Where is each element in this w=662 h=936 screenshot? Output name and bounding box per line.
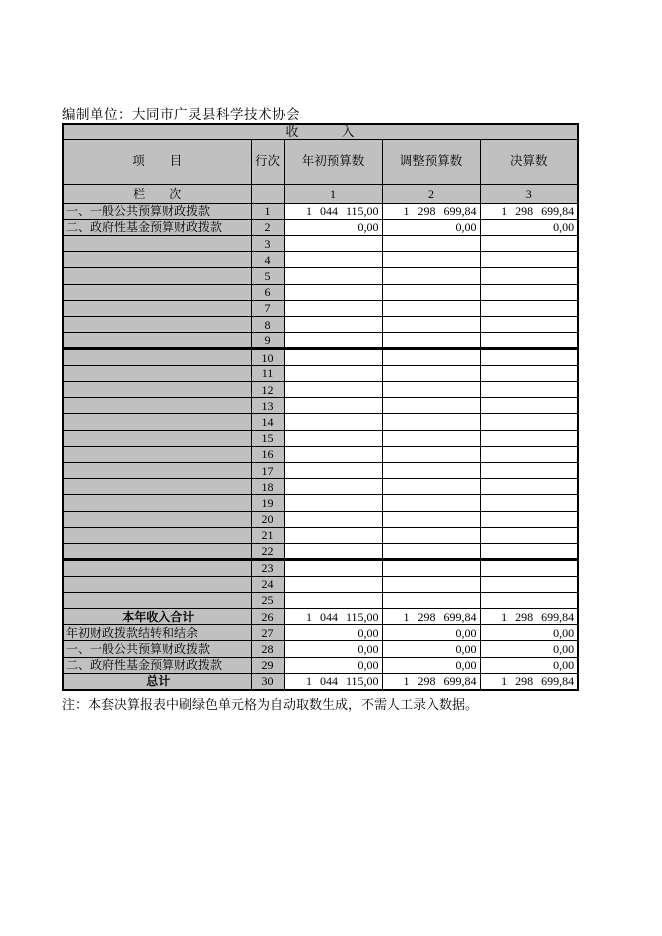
col-header-final-accounts: 决算数: [480, 139, 578, 184]
adjusted-budget-cell: 0,00: [382, 657, 480, 673]
initial-budget-cell: [284, 527, 382, 543]
item-cell: [63, 235, 251, 251]
table-body: [63, 203, 578, 690]
line-number-cell: 10: [251, 349, 284, 365]
table-row: [63, 576, 578, 592]
final-accounts-cell: [480, 592, 578, 608]
final-accounts-cell: [480, 365, 578, 381]
line-number-cell: 16: [251, 446, 284, 462]
adjusted-budget-cell: [382, 300, 480, 316]
initial-budget-cell: [284, 333, 382, 349]
final-accounts-cell: [480, 317, 578, 333]
item-cell: [63, 333, 251, 349]
initial-budget-cell: [284, 560, 382, 576]
table-row: [63, 300, 578, 316]
adjusted-budget-cell: [382, 527, 480, 543]
table-row: [63, 641, 578, 657]
adjusted-budget-cell: [382, 576, 480, 592]
adjusted-budget-cell: 1 298 699,84: [382, 673, 480, 689]
item-cell: 总计: [63, 673, 251, 689]
adjusted-budget-cell: 0,00: [382, 625, 480, 641]
table-row: [63, 527, 578, 543]
table-row: [63, 398, 578, 414]
table-row: [63, 284, 578, 300]
item-cell: [63, 511, 251, 527]
table-row: [63, 430, 578, 446]
adjusted-budget-cell: [382, 398, 480, 414]
initial-budget-cell: [284, 592, 382, 608]
initial-budget-cell: [284, 479, 382, 495]
footnote: 注：本套决算报表中刷绿色单元格为自动取数生成，不需人工录入数据。: [62, 697, 479, 712]
table-row: [63, 317, 578, 333]
initial-budget-cell: [284, 446, 382, 462]
item-cell: [63, 495, 251, 511]
column-index-label: 栏 次: [63, 184, 251, 203]
item-cell: [63, 398, 251, 414]
initial-budget-cell: [284, 576, 382, 592]
line-number-cell: 20: [251, 511, 284, 527]
final-accounts-cell: 1 298 699,84: [480, 608, 578, 624]
adjusted-budget-cell: 1 298 699,84: [382, 203, 480, 219]
item-cell: 本年收入合计: [63, 608, 251, 624]
final-accounts-cell: [480, 333, 578, 349]
table-row: [63, 544, 578, 560]
initial-budget-cell: [284, 463, 382, 479]
initial-budget-cell: [284, 381, 382, 397]
table-row: [63, 219, 578, 235]
final-accounts-cell: [480, 235, 578, 251]
line-number-cell: 22: [251, 544, 284, 560]
initial-budget-cell: [284, 398, 382, 414]
table-row: [63, 446, 578, 462]
item-cell: [63, 544, 251, 560]
final-accounts-cell: [480, 414, 578, 430]
item-cell: [63, 268, 251, 284]
final-accounts-cell: 0,00: [480, 641, 578, 657]
table-row: [63, 463, 578, 479]
item-cell: [63, 479, 251, 495]
final-accounts-cell: [480, 544, 578, 560]
item-cell: [63, 576, 251, 592]
adjusted-budget-cell: [382, 365, 480, 381]
final-accounts-cell: [480, 430, 578, 446]
line-number-cell: 4: [251, 252, 284, 268]
line-number-cell: 26: [251, 608, 284, 624]
initial-budget-cell: 1 044 115,00: [284, 608, 382, 624]
item-cell: [63, 527, 251, 543]
line-number-cell: 12: [251, 381, 284, 397]
initial-budget-cell: [284, 430, 382, 446]
initial-budget-cell: [284, 268, 382, 284]
initial-budget-cell: 1 044 115,00: [284, 673, 382, 689]
item-cell: [63, 252, 251, 268]
line-number-cell: 30: [251, 673, 284, 689]
item-cell: [63, 365, 251, 381]
compiling-unit-label: 编制单位：大同市广灵县科学技术协会: [62, 107, 300, 122]
col-header-adjusted-budget: 调整预算数: [382, 139, 480, 184]
initial-budget-cell: [284, 495, 382, 511]
item-cell: [63, 300, 251, 316]
adjusted-budget-cell: [382, 511, 480, 527]
adjusted-budget-cell: [382, 349, 480, 365]
final-accounts-cell: [480, 284, 578, 300]
adjusted-budget-cell: [382, 446, 480, 462]
table-row: [63, 414, 578, 430]
column-index-blank: [251, 184, 284, 203]
line-number-cell: 29: [251, 657, 284, 673]
column-index-2: 2: [382, 184, 480, 203]
item-cell: 二、政府性基金预算财政拨款: [63, 219, 251, 235]
table-row: [63, 495, 578, 511]
table-row: [63, 268, 578, 284]
initial-budget-cell: 0,00: [284, 641, 382, 657]
line-number-cell: 6: [251, 284, 284, 300]
initial-budget-cell: [284, 235, 382, 251]
item-cell: [63, 317, 251, 333]
table-row: [63, 673, 578, 689]
table-row: [63, 479, 578, 495]
column-index-3: 3: [480, 184, 578, 203]
adjusted-budget-cell: [382, 544, 480, 560]
item-cell: [63, 414, 251, 430]
final-accounts-cell: 1 298 699,84: [480, 203, 578, 219]
table-row: [63, 511, 578, 527]
column-index-row: [63, 184, 578, 203]
column-index-1: 1: [284, 184, 382, 203]
line-number-cell: 14: [251, 414, 284, 430]
line-number-cell: 15: [251, 430, 284, 446]
item-cell: 一、一般公共预算财政拨款: [63, 641, 251, 657]
initial-budget-cell: [284, 544, 382, 560]
item-cell: [63, 463, 251, 479]
table-row: [63, 235, 578, 251]
table-row: [63, 203, 578, 219]
initial-budget-cell: [284, 414, 382, 430]
final-accounts-cell: [480, 381, 578, 397]
adjusted-budget-cell: [382, 479, 480, 495]
line-number-cell: 5: [251, 268, 284, 284]
adjusted-budget-cell: [382, 430, 480, 446]
line-number-cell: 28: [251, 641, 284, 657]
final-accounts-cell: 0,00: [480, 657, 578, 673]
item-cell: [63, 430, 251, 446]
table-row: [63, 608, 578, 624]
table-row: [63, 365, 578, 381]
initial-budget-cell: [284, 300, 382, 316]
line-number-cell: 17: [251, 463, 284, 479]
initial-budget-cell: 0,00: [284, 625, 382, 641]
initial-budget-cell: [284, 252, 382, 268]
adjusted-budget-cell: 0,00: [382, 219, 480, 235]
table-row: [63, 333, 578, 349]
item-cell: [63, 284, 251, 300]
adjusted-budget-cell: [382, 268, 480, 284]
line-number-cell: 13: [251, 398, 284, 414]
col-header-line-no: 行次: [251, 139, 284, 184]
final-accounts-cell: [480, 527, 578, 543]
initial-budget-cell: [284, 284, 382, 300]
final-accounts-cell: [480, 495, 578, 511]
table-row: [63, 349, 578, 365]
initial-budget-cell: 1 044 115,00: [284, 203, 382, 219]
line-number-cell: 24: [251, 576, 284, 592]
table-row: [63, 657, 578, 673]
final-accounts-cell: 0,00: [480, 625, 578, 641]
item-cell: [63, 349, 251, 365]
adjusted-budget-cell: [382, 317, 480, 333]
line-number-cell: 18: [251, 479, 284, 495]
table-header-row: [63, 139, 578, 184]
table-row: [63, 252, 578, 268]
adjusted-budget-cell: [382, 252, 480, 268]
line-number-cell: 21: [251, 527, 284, 543]
final-accounts-cell: [480, 300, 578, 316]
table-row: [63, 381, 578, 397]
adjusted-budget-cell: 1 298 699,84: [382, 608, 480, 624]
final-accounts-cell: [480, 479, 578, 495]
item-cell: 二、政府性基金预算财政拨款: [63, 657, 251, 673]
adjusted-budget-cell: 0,00: [382, 641, 480, 657]
line-number-cell: 3: [251, 235, 284, 251]
initial-budget-cell: 0,00: [284, 657, 382, 673]
item-cell: [63, 560, 251, 576]
initial-budget-cell: [284, 317, 382, 333]
line-number-cell: 19: [251, 495, 284, 511]
adjusted-budget-cell: [382, 560, 480, 576]
table-title-row: [63, 124, 578, 139]
col-header-item: 项 目: [63, 139, 251, 184]
line-number-cell: 27: [251, 625, 284, 641]
adjusted-budget-cell: [382, 592, 480, 608]
item-cell: 一、一般公共预算财政拨款: [63, 203, 251, 219]
adjusted-budget-cell: [382, 284, 480, 300]
item-cell: [63, 381, 251, 397]
item-cell: 年初财政拨款结转和结余: [63, 625, 251, 641]
table-row: [63, 592, 578, 608]
col-header-initial-budget: 年初预算数: [284, 139, 382, 184]
final-accounts-cell: [480, 560, 578, 576]
table-title: 收 入: [63, 124, 578, 139]
final-accounts-cell: [480, 252, 578, 268]
final-accounts-cell: 0,00: [480, 219, 578, 235]
line-number-cell: 2: [251, 219, 284, 235]
final-accounts-cell: [480, 576, 578, 592]
line-number-cell: 7: [251, 300, 284, 316]
adjusted-budget-cell: [382, 463, 480, 479]
final-accounts-cell: [480, 268, 578, 284]
final-accounts-cell: 1 298 699,84: [480, 673, 578, 689]
final-accounts-cell: [480, 446, 578, 462]
adjusted-budget-cell: [382, 414, 480, 430]
table-row: [63, 560, 578, 576]
adjusted-budget-cell: [382, 333, 480, 349]
final-accounts-cell: [480, 349, 578, 365]
line-number-cell: 9: [251, 333, 284, 349]
line-number-cell: 11: [251, 365, 284, 381]
line-number-cell: 25: [251, 592, 284, 608]
initial-budget-cell: 0,00: [284, 219, 382, 235]
line-number-cell: 1: [251, 203, 284, 219]
line-number-cell: 8: [251, 317, 284, 333]
item-cell: [63, 592, 251, 608]
income-table: [62, 123, 579, 691]
adjusted-budget-cell: [382, 381, 480, 397]
initial-budget-cell: [284, 349, 382, 365]
final-accounts-cell: [480, 511, 578, 527]
table-row: [63, 625, 578, 641]
line-number-cell: 23: [251, 560, 284, 576]
item-cell: [63, 446, 251, 462]
initial-budget-cell: [284, 365, 382, 381]
adjusted-budget-cell: [382, 495, 480, 511]
initial-budget-cell: [284, 511, 382, 527]
final-accounts-cell: [480, 463, 578, 479]
adjusted-budget-cell: [382, 235, 480, 251]
final-accounts-cell: [480, 398, 578, 414]
